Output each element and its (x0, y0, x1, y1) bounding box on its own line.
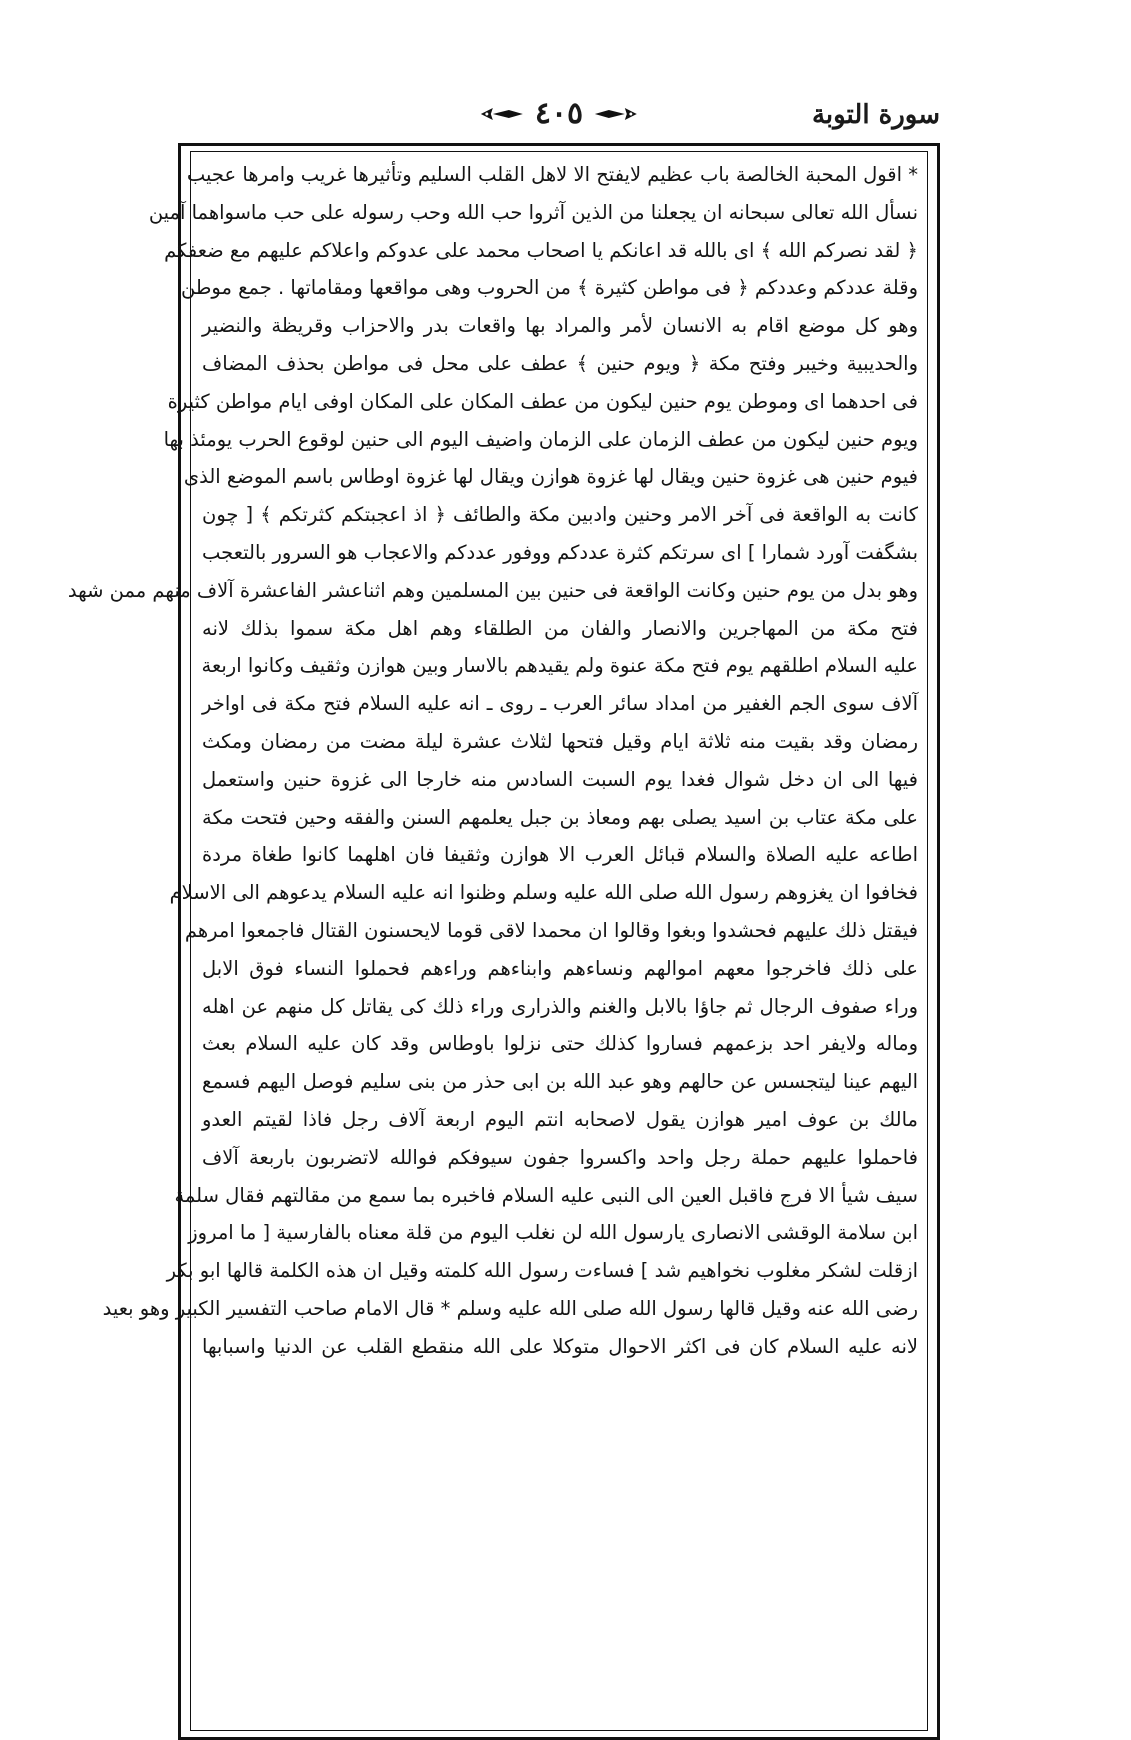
text-line: والحديبية وخيبر وفتح مكة ﴿ ويوم حنين ﴾ عطف على محل فى مواطن بحذف المضاف (202, 351, 918, 375)
text-line: ابن سلامة الوقشى الانصارى يارسول الله لن نغلب اليوم من قلة معناه بالفارسية [ ما امروز (188, 1221, 918, 1245)
text-line: اليهم عينا ليتجسس عن حالهم وهو عبد الله بن ابى حذر من بنى سليم فوصل اليهم فسمع (202, 1070, 918, 1094)
text-line: رمضان وقد بقيت منه ثلاثة ايام وقيل فتحها لثلاث عشرة ليلة مضت من رمضان ومكث (202, 729, 918, 753)
text-line: ﴿ لقد نصركم الله ﴾ اى بالله قد اعانكم يا اصحاب محمد على عدوكم واعلاكم عليهم مع ضعفكم (164, 238, 918, 262)
text-line: بشگفت آورد شمارا ] اى سرتكم كثرة عددكم ووفور عددكم والاعجاب هو السرور بالتعجب (201, 540, 918, 564)
text-line: على مكة عتاب بن اسيد يصلى بهم ومعاذ بن جبل يعلمهم السنن والفقه وحين فتحت مكة (202, 805, 918, 829)
text-line: * اقول المحبة الخالصة باب عظيم لايفتح الا لاهل القلب السليم وتأثيرها غريب وامرها عجيب (186, 163, 918, 186)
page-number: ٤٠٥ (534, 96, 584, 131)
page-number-group (479, 96, 639, 131)
text-line: فاحملوا عليهم حملة رجل واحد واكسروا جفون سيوفكم فوالله لاتضربون باربعة آلاف (202, 1145, 918, 1169)
text-line: مالك بن عوف امير هوازن يقول لاصحابه انتم اليوم اربعة آلاف رجل فاذا لقيتم العدو (202, 1107, 918, 1131)
text-line: ويوم حنين ليكون من عطف الزمان على الزمان واضيف اليوم الى حنين لوقوع الحرب يومئذ بها (163, 427, 918, 451)
text-line: وهو كل موضع اقام به الانسان لأمر والمراد بها واقعات بدر والاحزاب وقريظة والنضير (202, 314, 918, 338)
text-line: وماله ولايفر احد بزعمهم فساروا كذلك حتى نزلوا باوطاس وقد كان عليه السلام بعث (202, 1032, 918, 1056)
text-line: وقلة عددكم وعددكم ﴿ فى مواطن كثيرة ﴾ من الحروب وهى مواقعها ومقاماتها . جمع موطن (181, 276, 918, 300)
text-line: فيقتل ذلك عليهم فحشدوا وبغوا وقالوا ان محمدا لاقى قوما لايحسنون القتال فاجمعوا امرهم (184, 918, 918, 942)
page-header (178, 96, 940, 140)
decorative-ornament-icon (479, 105, 525, 123)
text-line: فخافوا ان يغزوهم رسول الله صلى الله عليه وسلم وظنوا انه عليه السلام يدعوهم الى الاسلام (169, 881, 918, 905)
commentary-text-block (67, 156, 918, 1366)
text-line: عليه السلام اطلقهم يوم فتح مكة عنوة ولم يقيدهم بالاسار وبين هوازن وثقيف وكانوا اربعة (201, 654, 918, 678)
text-line: فيوم حنين هى غزوة حنين ويقال لها غزوة هوازن ويقال لها غزوة اوطاس باسم الموضع الذى (183, 465, 918, 489)
text-line: لانه عليه السلام كان فى اكثر الاحوال متوكلا على الله منقطع القلب عن الدنيا واسبابها (202, 1334, 918, 1358)
decorative-ornament-icon (593, 105, 639, 123)
text-line: فيها الى ان دخل شوال فغدا يوم السبت السادس منه خارجا الى غزوة حنين واستعمل (202, 767, 918, 791)
text-line: نسأل الله تعالى سبحانه ان يجعلنا من الذين آثروا حب الله وحب رسوله على حب ماسواهما آمين (148, 200, 918, 224)
text-line: اطاعه عليه الصلاة والسلام قبائل العرب الا هوازن وثقيفا فان اهلهما كانوا طغاة مردة (202, 843, 918, 867)
text-line: وهو بدل من يوم حنين وكانت الواقعة فى حنين بين المسلمين وهم اثناعشر الفاعشرة آلاف منهم ممن شهد (67, 578, 918, 602)
text-line: كانت به الواقعة فى آخر الامر وحنين وادبين مكة والطائف ﴿ اذ اعجبتكم كثرتكم ﴾ [ چون (202, 503, 918, 527)
text-line: فى احدهما اى وموطن يوم حنين ليكون من عطف المكان على المكان اوفى ايام مواطن كثيرة (167, 389, 918, 413)
text-line: ازقلت لشكر مغلوب نخواهيم شد ] فساءت رسول الله كلمته وقيل ان هذه الكلمة قالها ابو بكر (166, 1259, 918, 1283)
surah-title: سورة التوبة (811, 100, 940, 130)
text-line: سيف شيأ الا فرج فاقبل العين الى النبى عليه السلام فاخبره بما سمع من مقالتهم فقال سلمة (174, 1183, 918, 1207)
text-line: على ذلك فاخرجوا معهم اموالهم ونساءهم وابناءهم وراءهم فحملوا النساء فوق الابل (202, 956, 918, 980)
text-line: آلاف سوى الجم الغفير من امداد سائر العرب ـ روى ـ انه عليه السلام فتح مكة فى اواخر (202, 692, 918, 716)
text-line: وراء صفوف الرجال ثم جاؤا بالابل والغنم والذرارى وراء ذلك كى يقاتل كل منهم عن اهله (202, 994, 918, 1018)
text-line: فتح مكة من المهاجرين والانصار والفان من الطلقاء وهم اهل مكة سموا بذلك لانه (202, 616, 918, 640)
text-line: رضى الله عنه وقيل قالها رسول الله صلى الله عليه وسلم * قال الامام صاحب التفسير الكبير وهو بعيد (102, 1296, 918, 1320)
